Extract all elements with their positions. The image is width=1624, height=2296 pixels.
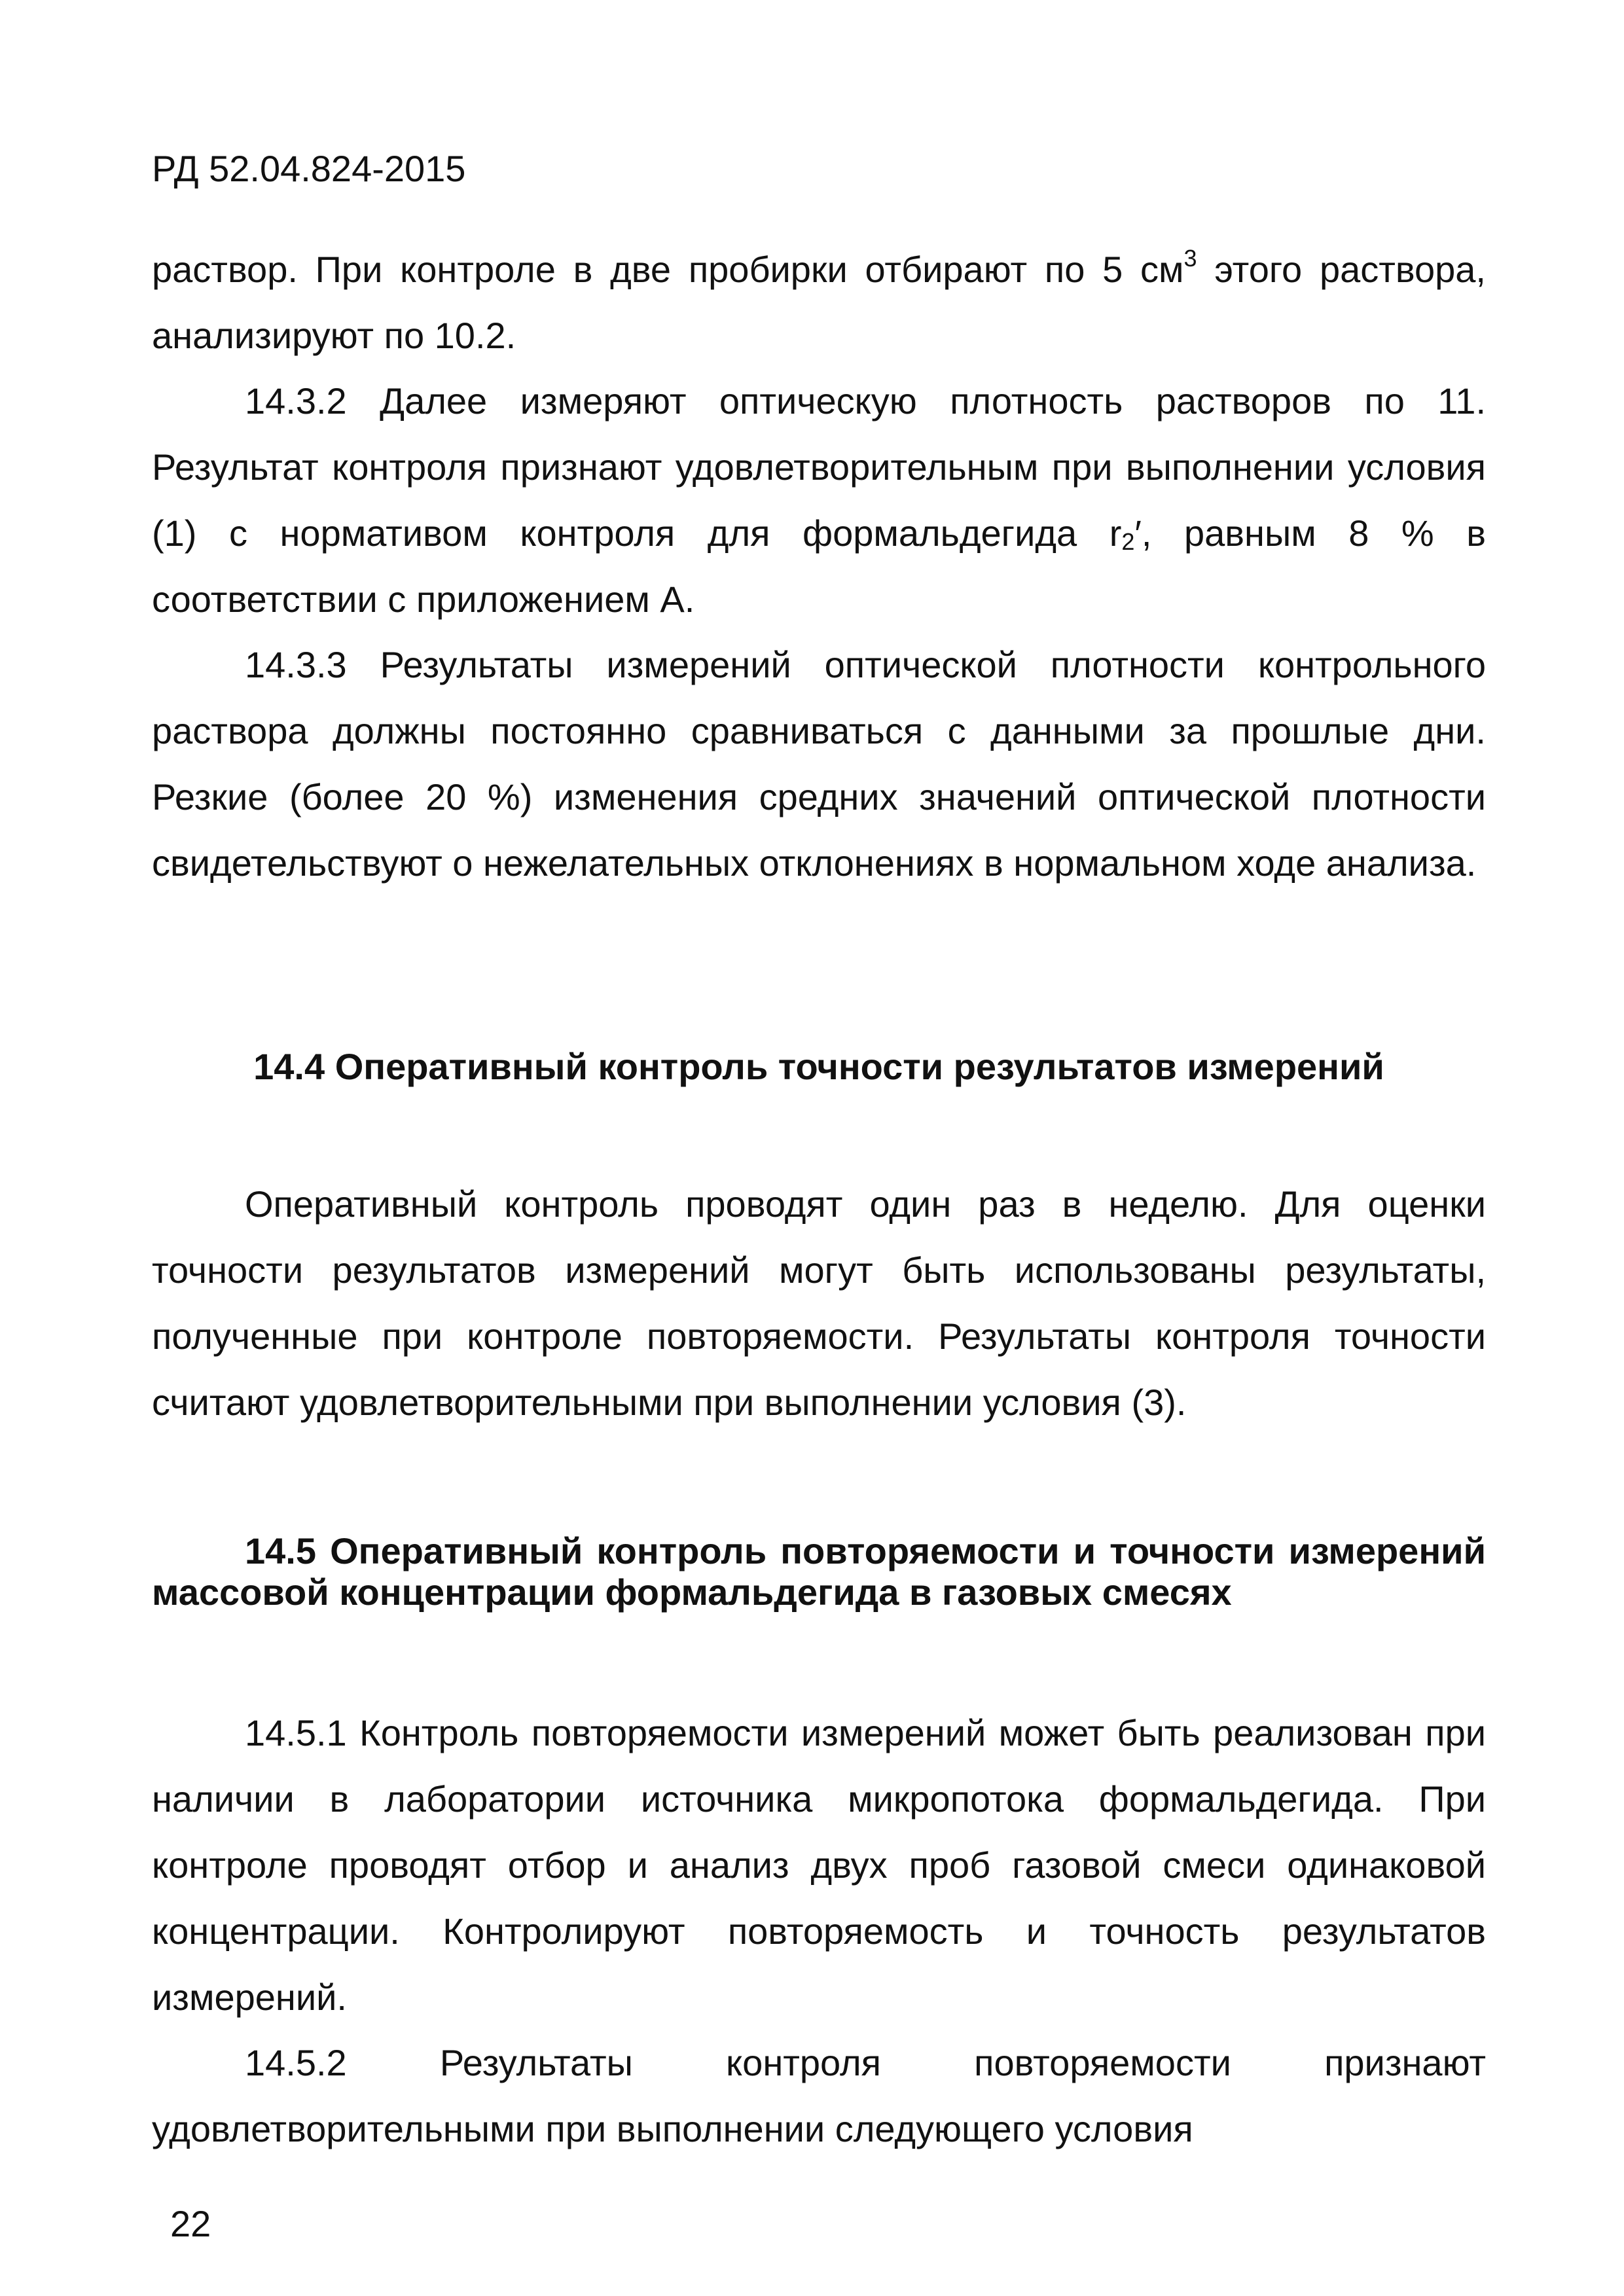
- paragraph-14-5-1: [152, 1700, 1486, 2030]
- paragraph-14-5-2: [152, 2030, 1486, 2162]
- clause-number: 14.3.2: [245, 380, 347, 422]
- subscript: 2: [1121, 528, 1135, 555]
- paragraph-text: раствор. При контроле в две пробирки отбирают по 5 см: [152, 249, 1184, 290]
- page-number: 22: [170, 2203, 211, 2244]
- section-heading-14-4: 14.4 Оперативный контроль точности результатов измерений: [253, 1046, 1384, 1087]
- paragraph-text: этого раствора, анализируют по 10.2.: [152, 249, 1486, 356]
- paragraph-text: ′, равным 8 % в соответствии с приложением А.: [152, 512, 1486, 620]
- paragraph-text: Контроль повторяемости измерений может быть реализован при наличии в лаборатории источника микропотока формальдегида. При контроле проводят отбор и анализ двух проб газовой смеси одинаковой концентрации. Контролируют повторяемость и точность результатов измерений.: [152, 1712, 1486, 2018]
- paragraph-14-3-2: [152, 368, 1486, 632]
- clause-number: 14.5.1: [245, 1712, 347, 1753]
- superscript: 3: [1183, 245, 1197, 272]
- paragraph-text: Далее измеряют оптическую плотность растворов по 11. Результат контроля признают удовлетворительным при выполнении условия (1) с нормативом контроля для формальдегида r: [152, 380, 1486, 554]
- document-code-header: РД 52.04.824-2015: [152, 148, 466, 189]
- paragraph-14-3-3: [152, 632, 1486, 896]
- paragraph-text: Оперативный контроль проводят один раз в неделю. Для оценки точности результатов измерений могут быть использованы результаты, полученные при контроле повторяемости. Результаты контроля точности считают удовлетворительными при выполнении условия (3).: [152, 1183, 1486, 1423]
- paragraph-text: Результаты контроля повторяемости признают удовлетворительными при выполнении следующего условия: [152, 2042, 1486, 2149]
- clause-number: 14.5.2: [245, 2042, 347, 2083]
- paragraph-text: Результаты измерений оптической плотности контрольного раствора должны постоянно сравниваться с данными за прошлые дни. Резкие (более 20 %) изменения средних значений оптической плотности свидетельствуют о нежелательных отклонениях в нормальном ходе анализа.: [152, 644, 1486, 884]
- paragraph-continuation: [152, 236, 1486, 368]
- section-heading-14-5: 14.5 Оперативный контроль повторяемости и точности измерений массовой концентрации формальдегида в газовых смесях: [152, 1530, 1486, 1613]
- paragraph-14-4: [152, 1171, 1486, 1435]
- clause-number: 14.3.3: [245, 644, 347, 685]
